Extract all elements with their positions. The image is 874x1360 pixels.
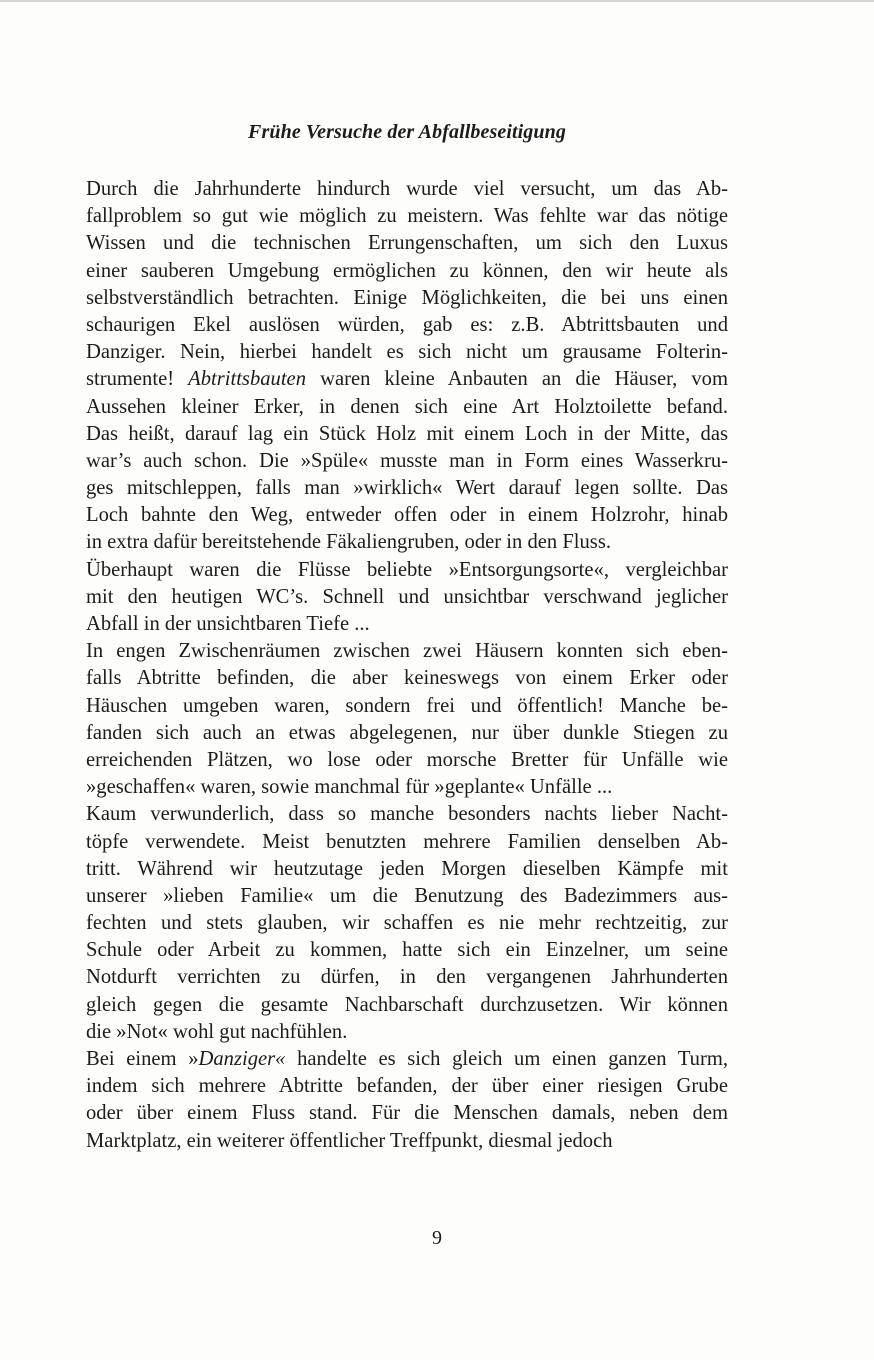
text-segment: Marktplatz, ein weiterer öffentlicher Treffpunkt, diesmal jedoch	[86, 1129, 613, 1152]
paragraph	[86, 176, 728, 557]
text-segment: Durch die Jahrhunderte hindurch wurde viel versucht, um das Ab-	[86, 178, 728, 200]
text-segment: Loch bahnte den Weg, entweder offen oder in einem Holzrohr, hinab	[86, 504, 728, 527]
text-line	[86, 176, 728, 203]
text-segment: In engen Zwischenräumen zwischen zwei Häusern konnten sich eben-	[86, 640, 728, 663]
text-line	[86, 693, 728, 720]
text-segment: selbstverständlich betrachten. Einige Möglichkeiten, die bei uns einen	[86, 286, 728, 309]
text-line	[86, 801, 728, 828]
text-line	[86, 883, 728, 910]
text-line	[86, 258, 728, 285]
text-segment: Kaum verwunderlich, dass so manche besonders nachts lieber Nacht-	[86, 803, 728, 826]
text-segment: töpfe verwendete. Meist benutzten mehrere Familien denselben Ab-	[86, 830, 728, 853]
text-line	[86, 312, 728, 339]
text-line	[86, 856, 728, 883]
text-line	[86, 829, 728, 856]
text-line	[86, 910, 728, 937]
text-segment: Danziger. Nein, hierbei handelt es sich nicht um grausame Folterin-	[86, 341, 728, 364]
text-segment: handelte es sich gleich um einen ganzen Turm,	[285, 1048, 728, 1070]
paragraph	[86, 801, 728, 1046]
italic-term: Abtrittsbauten	[188, 368, 306, 391]
text-segment: Aussehen kleiner Erker, in denen sich eine Art Holztoilette befand.	[86, 395, 728, 418]
text-line	[86, 448, 728, 475]
text-line	[86, 747, 728, 774]
text-line	[86, 285, 728, 312]
text-segment: waren kleine Anbauten an die Häuser, vom	[306, 368, 728, 391]
text-segment: falls Abtritte befinden, die aber keineswegs von einem Erker oder	[86, 667, 728, 690]
text-segment: gleich gegen die gesamte Nachbarschaft durchzusetzen. Wir können	[86, 993, 728, 1016]
text-segment: tritt. Während wir heutzutage jeden Morgen dieselben Kämpfe mit	[86, 857, 728, 880]
text-segment: einer sauberen Umgebung ermöglichen zu können, den wir heute als	[86, 259, 728, 282]
text-line	[86, 394, 728, 421]
text-line	[86, 1073, 728, 1100]
text-segment: fanden sich auch an etwas abgelegenen, nur über dunkle Stiegen zu	[86, 721, 728, 744]
chapter-title: Frühe Versuche der Abfallbeseitigung	[248, 121, 566, 143]
text-segment: fallproblem so gut wie möglich zu meistern. Was fehlte war das nötige	[86, 205, 728, 228]
text-segment: unserer »lieben Familie« um die Benutzung des Badezimmers aus-	[86, 884, 728, 907]
text-line	[86, 992, 728, 1019]
body-text	[86, 176, 728, 1155]
paragraph	[86, 1046, 728, 1155]
text-segment: Häuschen umgeben waren, sondern frei und öffentlich! Manche be-	[86, 694, 728, 717]
text-line	[86, 638, 728, 665]
text-segment: die »Not« wohl gut nachfühlen.	[86, 1020, 348, 1043]
text-line	[86, 1128, 728, 1155]
text-segment: war’s auch schon. Die »Spüle« musste man in Form eines Wasserkru-	[86, 449, 728, 472]
text-line	[86, 529, 728, 556]
text-line	[86, 557, 728, 584]
text-line	[86, 366, 728, 393]
text-segment: oder über einem Fluss stand. Für die Menschen damals, neben dem	[86, 1102, 728, 1125]
page-top-edge	[0, 0, 874, 2]
text-segment: indem sich mehrere Abtritte befanden, der über einer riesigen Grube	[86, 1075, 728, 1098]
text-segment: schaurigen Ekel auslösen würden, gab es: z.B. Abtrittsbauten und	[86, 313, 728, 336]
text-segment: Das heißt, darauf lag ein Stück Holz mit einem Loch in der Mitte, das	[86, 422, 728, 445]
text-line	[86, 584, 728, 611]
text-line	[86, 475, 728, 502]
text-line	[86, 1046, 728, 1073]
page-number: 9	[432, 1227, 442, 1249]
text-line	[86, 339, 728, 366]
text-segment: erreichenden Plätzen, wo lose oder morsche Bretter für Unfälle wie	[86, 748, 728, 771]
text-line	[86, 774, 728, 801]
text-line	[86, 1100, 728, 1127]
text-line	[86, 421, 728, 448]
text-segment: ges mitschleppen, falls man »wirklich« Wert darauf legen sollte. Das	[86, 477, 728, 500]
text-line	[86, 937, 728, 964]
text-segment: Schule oder Arbeit zu kommen, hatte sich ein Einzelner, um seine	[86, 939, 728, 962]
text-segment: Überhaupt waren die Flüsse beliebte »Entsorgungsorte«, vergleichbar	[86, 558, 728, 581]
paragraph	[86, 557, 728, 639]
text-segment: strumente!	[86, 368, 189, 391]
text-line	[86, 720, 728, 747]
text-line	[86, 665, 728, 692]
text-segment: fechten und stets glauben, wir schaffen es nie mehr rechtzeitig, zur	[86, 912, 728, 935]
text-line	[86, 203, 728, 230]
text-segment: »geschaffen« waren, sowie manchmal für »geplante« Unfälle ...	[86, 776, 613, 799]
text-segment: in extra dafür bereitstehende Fäkaliengruben, oder in den Fluss.	[86, 531, 611, 554]
text-line	[86, 964, 728, 991]
italic-term: Danziger«	[198, 1048, 286, 1070]
text-line	[86, 502, 728, 529]
paragraph	[86, 638, 728, 801]
text-segment: Abfall in der unsichtbaren Tiefe ...	[86, 613, 370, 635]
text-line	[86, 611, 728, 638]
text-segment: Bei einem »	[86, 1048, 199, 1070]
text-line	[86, 1019, 728, 1046]
book-page	[86, 118, 728, 1155]
text-segment: mit den heutigen WC’s. Schnell und unsichtbar verschwand jeglicher	[86, 585, 728, 608]
text-segment: Notdurft verrichten zu dürfen, in den vergangenen Jahrhunderten	[86, 966, 728, 989]
text-segment: Wissen und die technischen Errungenschaften, um sich den Luxus	[86, 232, 728, 255]
text-line	[86, 230, 728, 257]
